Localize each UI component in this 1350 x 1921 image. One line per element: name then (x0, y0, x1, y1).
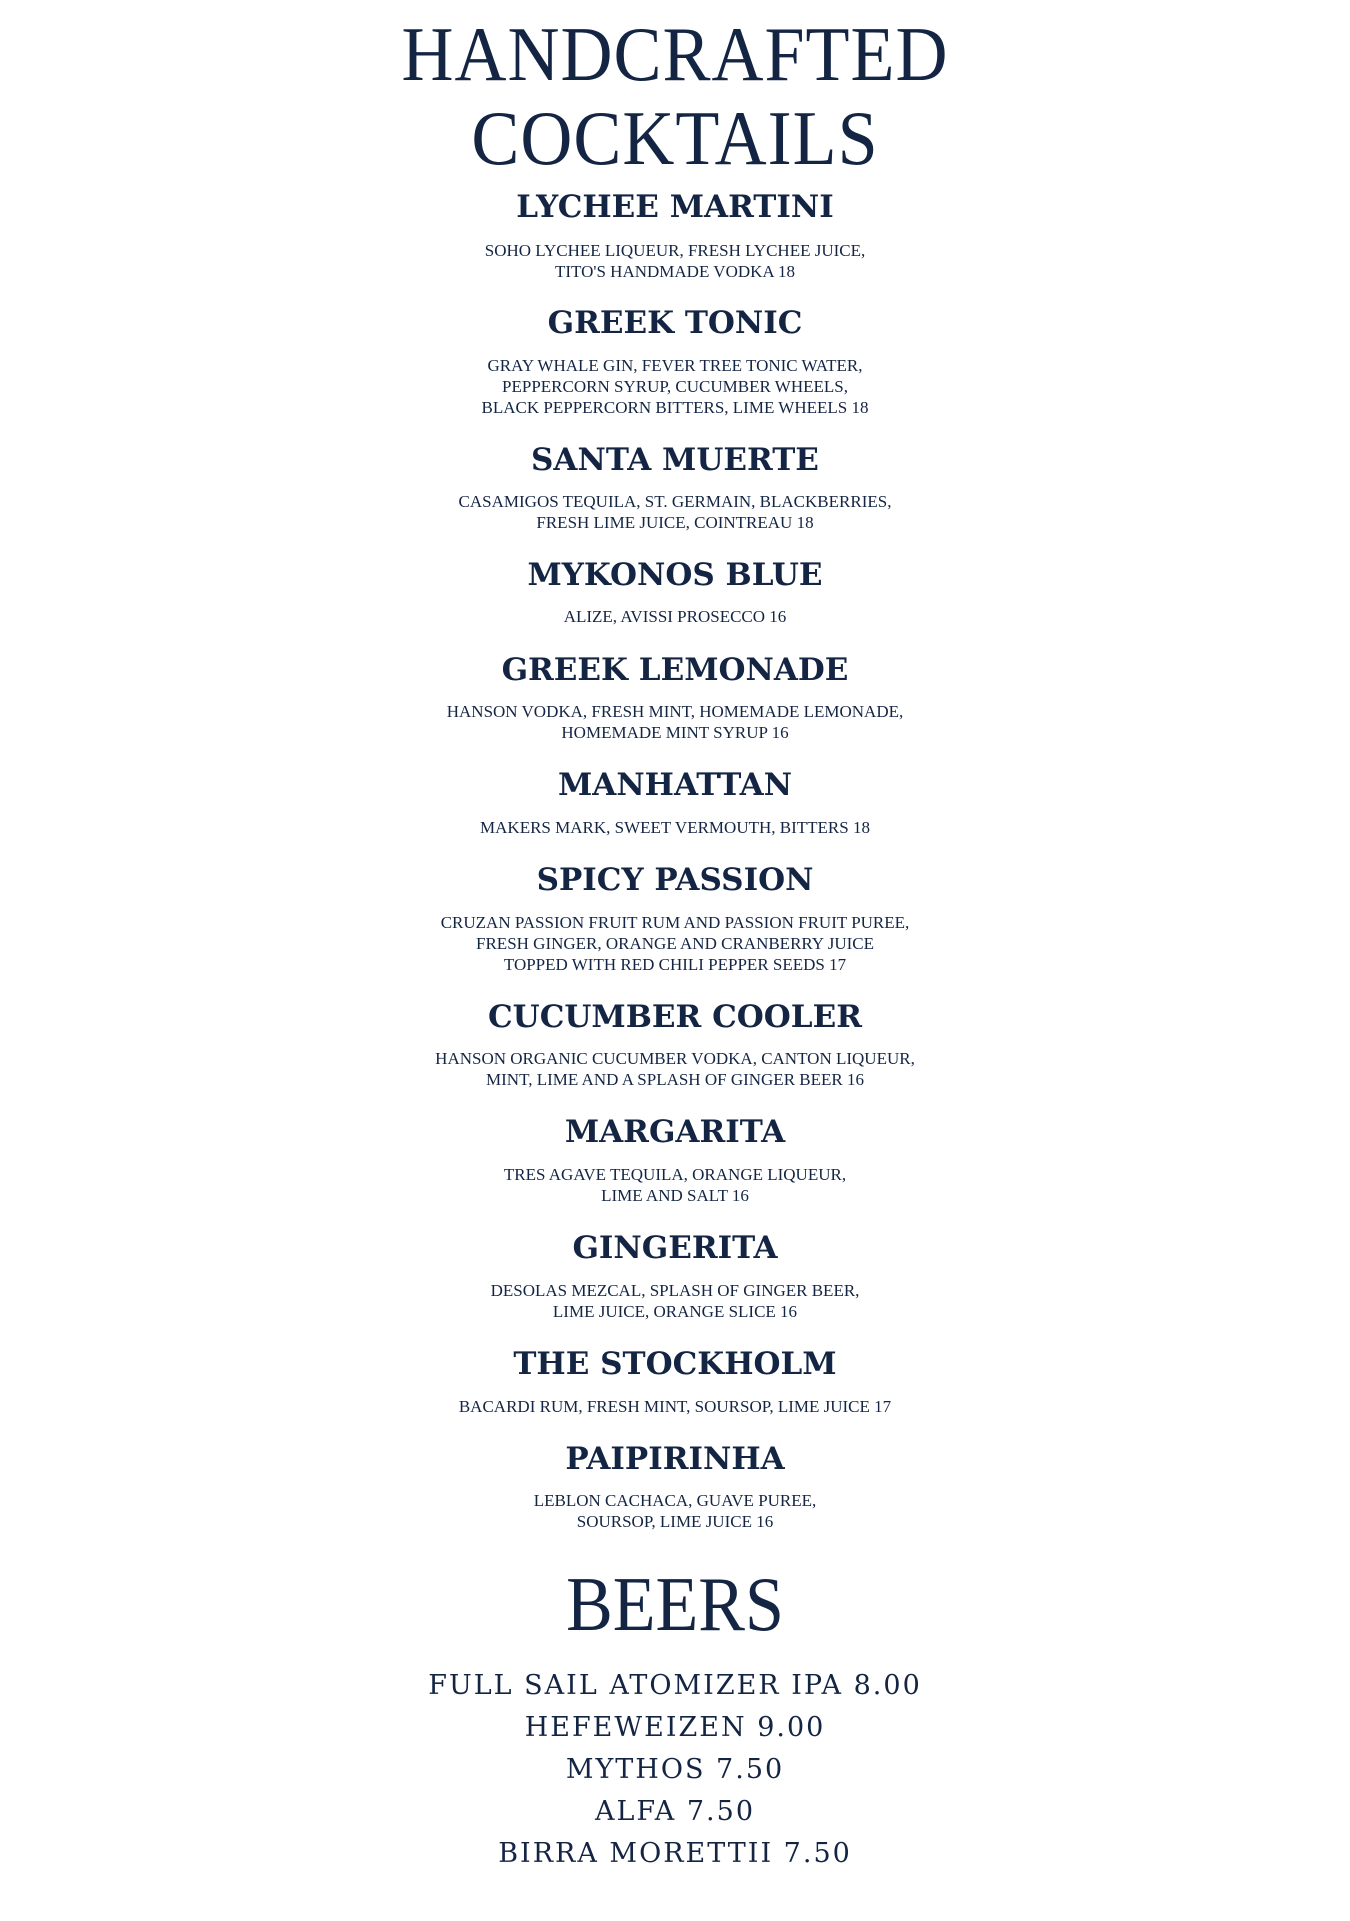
cocktail-name: CUCUMBER COOLER (488, 999, 862, 1035)
cocktail-name: GINGERITA (572, 1230, 778, 1266)
cocktail-description: SOURSOP, LIME JUICE 16 (576, 1512, 774, 1531)
cocktail-description: LEBLON CACHACA, GUAVE PUREE, (533, 1491, 817, 1510)
cocktail-description: SOHO LYCHEE LIQUEUR, FRESH LYCHEE JUICE, (484, 241, 866, 260)
beer-item: ALFA 7.50 (594, 1796, 755, 1827)
beer-item: HEFEWEIZEN 9.00 (524, 1712, 826, 1743)
cocktail-description: PEPPERCORN SYRUP, CUCUMBER WHEELS, (502, 377, 848, 396)
cocktail-name: GREEK TONIC (547, 305, 803, 341)
cocktail-description: CRUZAN PASSION FRUIT RUM AND PASSION FRUIT PUREE, (440, 913, 910, 932)
cocktail-description: HANSON VODKA, FRESH MINT, HOMEMADE LEMONADE, (446, 702, 904, 721)
cocktail-name: PAIPIRINHA (565, 1441, 785, 1477)
cocktail-description: LIME JUICE, ORANGE SLICE 16 (552, 1302, 798, 1321)
cocktail-description: TITO'S HANDMADE VODKA 18 (555, 262, 795, 281)
cocktail-description: HANSON ORGANIC CUCUMBER VODKA, CANTON LIQUEUR, (435, 1049, 915, 1068)
cocktail-name: MYKONOS BLUE (527, 557, 823, 593)
menu-title-line-2: COCKTAILS (471, 94, 879, 182)
cocktail-description: TRES AGAVE TEQUILA, ORANGE LIQUEUR, (503, 1165, 847, 1184)
cocktail-name: THE STOCKHOLM (513, 1346, 837, 1382)
cocktail-name: MARGARITA (564, 1114, 786, 1150)
cocktail-description: DESOLAS MEZCAL, SPLASH OF GINGER BEER, (490, 1281, 860, 1300)
cocktail-description: BLACK PEPPERCORN BITTERS, LIME WHEELS 18 (481, 398, 869, 417)
cocktail-description: HOMEMADE MINT SYRUP 16 (561, 723, 789, 742)
cocktail-description: ALIZE, AVISSI PROSECCO 16 (563, 607, 787, 626)
cocktail-description: TOPPED WITH RED CHILI PEPPER SEEDS 17 (503, 955, 847, 974)
cocktail-description: GRAY WHALE GIN, FEVER TREE TONIC WATER, (487, 356, 863, 375)
beer-item: BIRRA MORETTII 7.50 (498, 1838, 852, 1869)
cocktail-name: SANTA MUERTE (531, 442, 819, 478)
cocktail-description: FRESH LIME JUICE, COINTREAU 18 (536, 513, 814, 532)
cocktail-description: LIME AND SALT 16 (601, 1186, 749, 1205)
cocktail-name: MANHATTAN (557, 767, 793, 803)
cocktail-description: MAKERS MARK, SWEET VERMOUTH, BITTERS 18 (480, 818, 870, 837)
beer-item: MYTHOS 7.50 (565, 1754, 785, 1785)
cocktail-description: BACARDI RUM, FRESH MINT, SOURSOP, LIME JUICE 17 (458, 1397, 892, 1416)
cocktail-name: LYCHEE MARTINI (516, 189, 834, 225)
menu-title-line-1: HANDCRAFTED (401, 10, 949, 98)
cocktail-name: SPICY PASSION (536, 862, 814, 898)
cocktail-description: CASAMIGOS TEQUILA, ST. GERMAIN, BLACKBERRIES, (458, 492, 892, 511)
beer-item: FULL SAIL ATOMIZER IPA 8.00 (428, 1670, 922, 1701)
cocktail-name: GREEK LEMONADE (501, 652, 849, 688)
beers-title: BEERS (566, 1563, 784, 1648)
cocktail-description: MINT, LIME AND A SPLASH OF GINGER BEER 16 (486, 1070, 864, 1089)
cocktail-description: FRESH GINGER, ORANGE AND CRANBERRY JUICE (476, 934, 874, 953)
